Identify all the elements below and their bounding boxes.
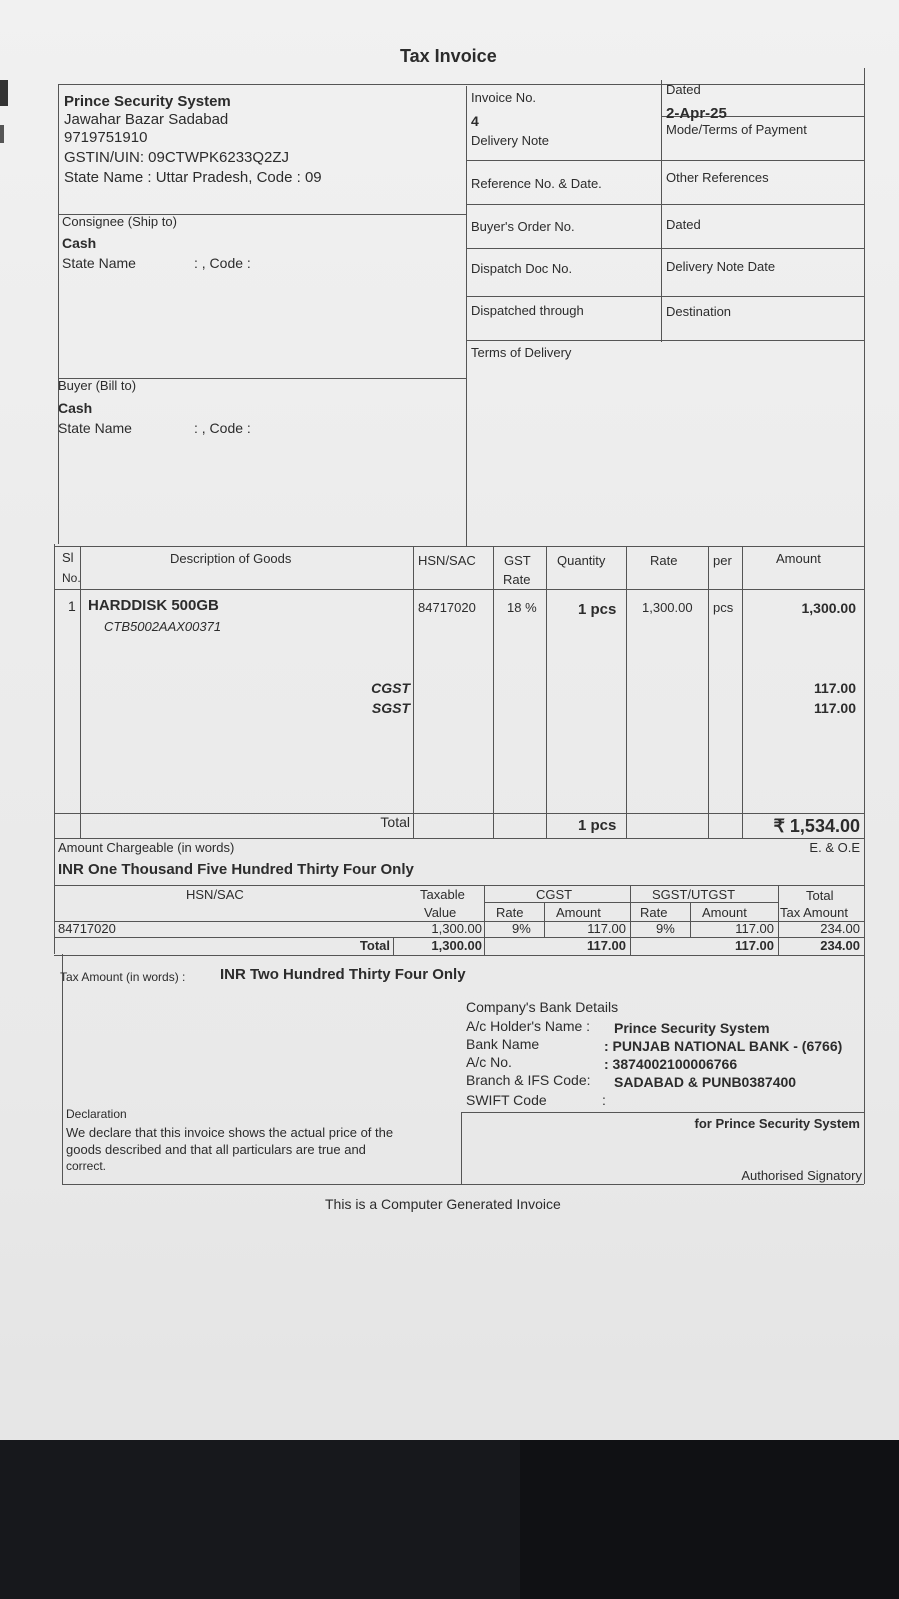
tax-col-tax-amount: Tax Amount [780, 905, 848, 920]
tax-row-hsn: 84717020 [58, 921, 116, 936]
tax-total-taxable: 1,300.00 [431, 938, 482, 953]
tax-top [54, 885, 864, 886]
tax-bottom [54, 955, 864, 956]
destination-label: Destination [666, 304, 732, 319]
tax-col-cgst-rate: Rate [496, 905, 524, 920]
vline [690, 902, 691, 937]
tax-col-total: Total [806, 888, 834, 903]
dispatch-doc-label: Dispatch Doc No. [471, 261, 573, 276]
amount-words-value: INR One Thousand Five Hundred Thirty Four Only [58, 861, 414, 878]
frame-left-top [58, 84, 59, 544]
hline [466, 340, 864, 341]
binder-clip [0, 80, 8, 106]
tax-words-value: INR Two Hundred Thirty Four Only [220, 966, 466, 983]
eoe-label: E. & O.E [809, 840, 860, 855]
bank-acc: : 3874002100006766 [604, 1056, 738, 1072]
frame-bottom [62, 1184, 864, 1185]
col-sl: Sl [62, 550, 74, 565]
bank-acc-label: A/c No. [466, 1054, 512, 1070]
vline [546, 546, 547, 838]
vline [413, 546, 414, 838]
tax-row-taxable: 1,300.00 [431, 921, 482, 936]
consignee-label: Consignee (Ship to) [62, 214, 177, 229]
items-total-quantity: 1 pcs [578, 817, 617, 834]
header-col-divider [661, 80, 662, 342]
delivery-note-date-label: Delivery Note Date [666, 259, 776, 274]
col-per: per [713, 553, 732, 568]
invoice-no: 4 [471, 113, 479, 129]
declaration-line1: We declare that this invoice shows the actual price of the [66, 1125, 394, 1140]
bank-holder-label: A/c Holder's Name : [466, 1018, 591, 1034]
signatory-for: for Prince Security System [694, 1116, 860, 1131]
declaration-label: Declaration [66, 1107, 127, 1121]
tax-row-cgst-amount: 117.00 [587, 921, 626, 936]
binder-clip-small [0, 125, 4, 143]
buyer-state-label: State Name [58, 420, 132, 436]
item-hsn: 84717020 [418, 600, 476, 615]
bank-title: Company's Bank Details [466, 999, 619, 1015]
col-gst: GST [504, 553, 531, 568]
tax-cgst-label: CGST [371, 680, 410, 696]
buyer-label: Buyer (Bill to) [58, 378, 137, 393]
hline [466, 204, 864, 205]
footer-note: This is a Computer Generated Invoice [325, 1196, 561, 1212]
item-serial: CTB5002AAX00371 [104, 619, 222, 634]
tax-col-sgst: SGST/UTGST [652, 887, 736, 902]
tax-col-taxable: Taxable [420, 887, 465, 902]
col-quantity: Quantity [557, 553, 606, 568]
item-amount: 1,300.00 [801, 600, 856, 616]
amount-words-label: Amount Chargeable (in words) [58, 840, 235, 855]
vline [742, 546, 743, 838]
item-sl: 1 [68, 598, 76, 614]
tax-row-sgst-rate: 9% [656, 921, 675, 936]
vline [80, 546, 81, 838]
item-quantity: 1 pcs [578, 601, 617, 618]
tax-total-tax: 234.00 [820, 938, 860, 953]
dated-value: 2-Apr-25 [666, 105, 727, 122]
header-divider [466, 86, 467, 546]
hline [461, 1112, 864, 1113]
seller-gstin: GSTIN/UIN: 09CTWPK6233Q2ZJ [64, 149, 290, 166]
tax-col-sgst-rate: Rate [640, 905, 668, 920]
invoice-no-label: Invoice No. [471, 90, 537, 105]
vline [778, 885, 779, 955]
tax-row-cgst-rate: 9% [512, 921, 531, 936]
buyers-order-label: Buyer's Order No. [471, 219, 575, 234]
col-rate: Rate [650, 553, 678, 568]
tax-sgst-label: SGST [371, 700, 410, 716]
item-gst-rate: 18 % [507, 600, 537, 615]
col-hsn: HSN/SAC [418, 553, 476, 568]
tax-row-total: 234.00 [820, 921, 860, 936]
bank-swift-label: SWIFT Code [466, 1092, 547, 1108]
hline [466, 296, 864, 297]
col-amount: Amount [776, 551, 821, 566]
tax-row-sgst-amount: 117.00 [735, 921, 774, 936]
declaration-line3: correct. [66, 1159, 107, 1173]
vline [630, 885, 631, 955]
col-description: Description of Goods [170, 551, 292, 566]
frame-left-bottom [54, 544, 55, 954]
item-description: HARDDISK 500GB [88, 597, 219, 614]
vline [484, 885, 485, 955]
invoice-title: Tax Invoice [400, 46, 497, 66]
tax-col-cgst-amount: Amount [556, 905, 601, 920]
bank-branch-label: Branch & IFS Code: [466, 1072, 591, 1088]
col-gst-rate: Rate [503, 572, 531, 587]
bank-holder: Prince Security System [614, 1020, 770, 1036]
terms-of-delivery-label: Terms of Delivery [471, 345, 572, 360]
frame-right [864, 68, 865, 1184]
bank-branch: SADABAD & PUNB0387400 [614, 1074, 797, 1090]
tax-total-cgst: 117.00 [586, 938, 626, 953]
vline [461, 1112, 462, 1184]
item-rate: 1,300.00 [642, 600, 693, 615]
bank-swift: : [602, 1092, 606, 1108]
items-total-label: Total [380, 814, 410, 830]
tax-cgst-amount: 117.00 [813, 680, 856, 696]
col-sl-no: No. [62, 571, 81, 585]
paper-edge [0, 1380, 899, 1440]
tax-sgst-amount: 117.00 [813, 700, 856, 716]
seller-state: State Name : Uttar Pradesh, Code : 09 [64, 169, 322, 186]
items-total-amount: ₹ 1,534.00 [773, 816, 860, 836]
frame-top [58, 84, 864, 85]
item-per: pcs [713, 600, 734, 615]
dispatched-through-label: Dispatched through [471, 303, 584, 318]
tax-col-hsn: HSN/SAC [186, 887, 244, 902]
mode-terms-label: Mode/Terms of Payment [666, 122, 807, 137]
hline [466, 160, 864, 161]
consignee-name: Cash [62, 235, 97, 251]
hline [466, 248, 864, 249]
dated-label: Dated [666, 82, 701, 97]
declaration-line2: goods described and that all particulars are true and [66, 1142, 366, 1157]
tax-words-label: Tax Amount (in words) : [60, 970, 186, 984]
tax-col-sgst-amount: Amount [702, 905, 747, 920]
background-shadow [520, 1440, 899, 1599]
seller-name: Prince Security System [64, 93, 231, 110]
frame-left-footer [62, 954, 63, 1184]
seller-address: Jawahar Bazar Sadabad [64, 111, 229, 128]
vline [393, 937, 394, 955]
tax-total-sgst: 117.00 [734, 938, 774, 953]
tax-col-cgst: CGST [536, 887, 573, 902]
consignee-state-value: : , Code : [194, 255, 251, 271]
items-bottom [54, 838, 864, 839]
signatory-label: Authorised Signatory [741, 1168, 862, 1183]
tax-total-label: Total [359, 938, 390, 953]
vline [493, 546, 494, 838]
reference-label: Reference No. & Date. [471, 176, 602, 191]
consignee-state-label: State Name [62, 255, 136, 271]
vline [544, 902, 545, 937]
vline [626, 546, 627, 838]
bank-name-label: Bank Name [466, 1036, 540, 1052]
tax-col-value: Value [424, 905, 457, 920]
buyer-name: Cash [58, 400, 93, 416]
seller-phone: 9719751910 [64, 129, 148, 146]
dated2-label: Dated [666, 217, 701, 232]
vline [708, 546, 709, 838]
buyer-state-value: : , Code : [194, 420, 251, 436]
other-references-label: Other References [666, 170, 769, 185]
bank-name: : PUNJAB NATIONAL BANK - (6766) [604, 1038, 843, 1054]
delivery-note-label: Delivery Note [471, 133, 550, 148]
